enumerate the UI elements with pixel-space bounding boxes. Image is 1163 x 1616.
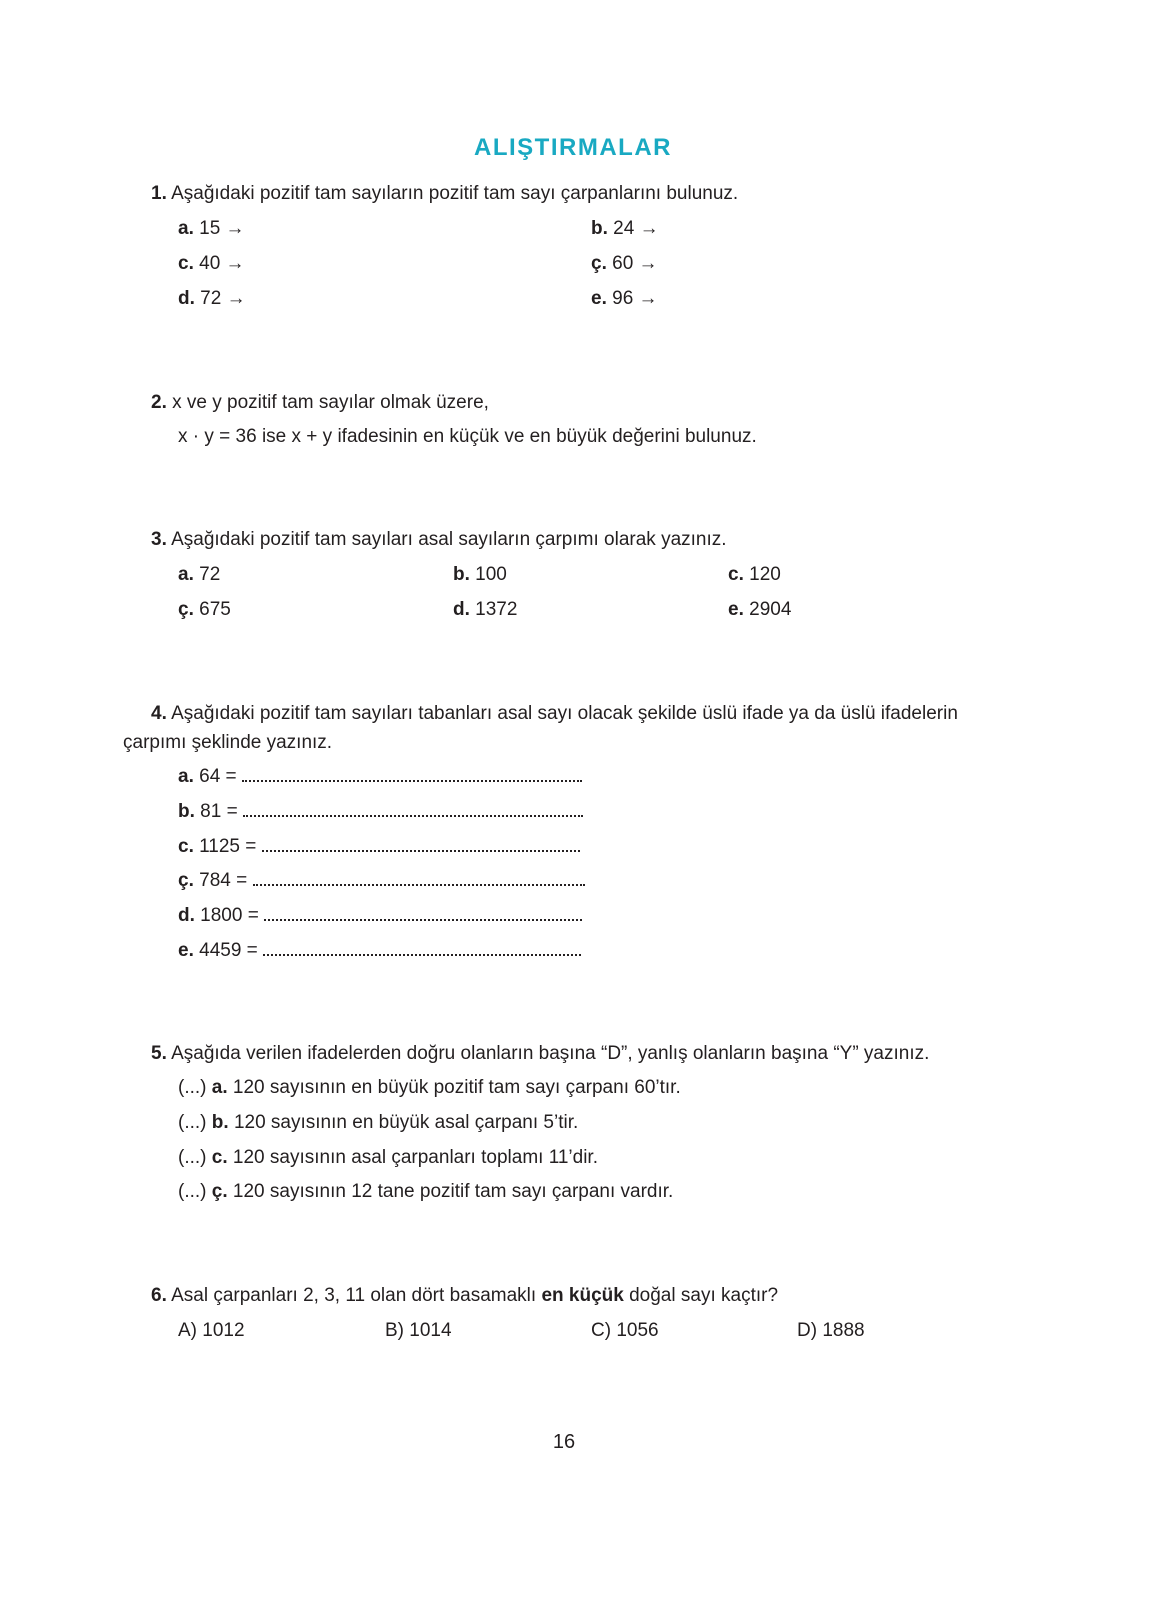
statement-text: 120 sayısının 12 tane pozitif tam sayı çarpanı vardır. <box>232 1181 674 1202</box>
item-label: ç. <box>178 599 194 620</box>
item-value: 1125 = <box>199 836 257 857</box>
question-text <box>151 1043 929 1065</box>
item-label: b. <box>178 801 195 822</box>
page-number: 16 <box>552 1431 576 1453</box>
item-value: 2904 <box>749 599 792 620</box>
item <box>453 599 517 621</box>
item-label: c. <box>728 564 744 585</box>
item <box>591 253 658 275</box>
question-text <box>151 392 489 414</box>
item <box>178 288 246 310</box>
fill-item <box>178 836 580 858</box>
item-label: c. <box>178 836 194 857</box>
answer-blank[interactable] <box>242 766 582 782</box>
item <box>453 564 507 586</box>
statement-item <box>178 1181 673 1203</box>
answer-blank[interactable]: (...) <box>178 1077 207 1098</box>
question-text <box>151 183 738 205</box>
item-value: 40 → <box>199 253 245 274</box>
item <box>178 218 245 240</box>
answer-blank[interactable] <box>243 801 583 817</box>
item-label: a. <box>211 1077 228 1098</box>
answer-blank[interactable] <box>263 940 581 956</box>
item-label: b. <box>211 1112 229 1133</box>
answer-blank[interactable]: (...) <box>178 1147 207 1168</box>
fill-item <box>178 801 583 823</box>
question-text <box>151 703 958 725</box>
question-stem: Asal çarpanları 2, 3, 11 olan dört basamaklı <box>171 1285 542 1306</box>
answer-blank[interactable] <box>262 836 580 852</box>
question-number: 5. <box>151 1043 167 1064</box>
option-a[interactable]: A) 1012 <box>178 1320 245 1341</box>
item-value: 72 → <box>200 288 246 309</box>
statement-item <box>178 1077 681 1099</box>
item-value: 1372 <box>475 599 518 620</box>
statement-item <box>178 1112 578 1134</box>
question-number: 2. <box>151 392 167 413</box>
item-label: d. <box>178 288 195 309</box>
statement-item <box>178 1147 598 1169</box>
item-label: e. <box>728 599 744 620</box>
item-label: ç. <box>591 253 607 274</box>
fill-item <box>178 766 582 788</box>
statement-text: 120 sayısının en büyük pozitif tam sayı çarpanı 60’tır. <box>232 1077 681 1098</box>
item-value: 81 = <box>200 801 238 822</box>
item-label: a. <box>178 564 194 585</box>
item <box>178 253 245 275</box>
question-stem: Aşağıdaki pozitif tam sayıların pozitif tam sayı çarpanlarını bulunuz. <box>171 183 739 204</box>
answer-blank[interactable]: (...) <box>178 1181 207 1202</box>
statement-text: 120 sayısının en büyük asal çarpanı 5’tir. <box>233 1112 579 1133</box>
answer-blank[interactable]: (...) <box>178 1112 207 1133</box>
item-value: 675 <box>199 599 231 620</box>
item-label: e. <box>178 940 194 961</box>
answer-blank[interactable] <box>264 905 582 921</box>
question-stem: Aşağıdaki pozitif tam sayıları tabanları asal sayı olacak şekilde üslü ifade ya da üslü ifadelerin <box>171 703 958 724</box>
item <box>728 599 791 621</box>
item-value: 120 <box>749 564 781 585</box>
question-text <box>151 1285 778 1307</box>
question-text-line2: çarpımı şeklinde yazınız. <box>123 732 333 753</box>
item-label: d. <box>178 905 195 926</box>
item <box>591 288 658 310</box>
item-value: 4459 = <box>199 940 258 961</box>
question-stem: x ve y pozitif tam sayılar olmak üzere, <box>172 392 489 413</box>
item-value: 1800 = <box>200 905 259 926</box>
emphasis: en küçük <box>541 1285 624 1306</box>
item-value: 15 → <box>199 218 245 239</box>
question-number: 6. <box>151 1285 167 1306</box>
item <box>728 564 781 586</box>
item-value: 64 = <box>199 766 237 787</box>
item-label: ç. <box>178 870 194 891</box>
question-number: 4. <box>151 703 167 724</box>
item-label: d. <box>453 599 470 620</box>
item-label: a. <box>178 766 194 787</box>
item-label: b. <box>453 564 470 585</box>
option-b[interactable]: B) 1014 <box>385 1320 452 1341</box>
item <box>178 599 231 621</box>
question-stem: Aşağıdaki pozitif tam sayıları asal sayıların çarpımı olarak yazınız. <box>171 529 727 550</box>
item-value: 96 → <box>612 288 658 309</box>
statement-text: 120 sayısının asal çarpanları toplamı 11’dir. <box>232 1147 598 1168</box>
question-stem-end: doğal sayı kaçtır? <box>623 1285 779 1306</box>
item <box>178 564 220 586</box>
fill-item <box>178 870 585 892</box>
option-c[interactable]: C) 1056 <box>591 1320 659 1341</box>
question-text-line2: x · y = 36 ise x + y ifadesinin en küçük ve en büyük değerini bulunuz. <box>178 426 757 447</box>
question-number: 1. <box>151 183 167 204</box>
item <box>591 218 659 240</box>
item-label: c. <box>178 253 194 274</box>
item-value: 100 <box>475 564 507 585</box>
item-label: e. <box>591 288 607 309</box>
item-value: 60 → <box>612 253 658 274</box>
item-value: 72 <box>199 564 221 585</box>
fill-item <box>178 940 581 962</box>
item-label: ç. <box>211 1181 228 1202</box>
question-text <box>151 529 727 551</box>
option-d[interactable]: D) 1888 <box>797 1320 865 1341</box>
item-label: c. <box>211 1147 228 1168</box>
item-value: 24 → <box>613 218 659 239</box>
item-value: 784 = <box>199 870 248 891</box>
page-title: ALIŞTIRMALAR <box>474 134 672 161</box>
fill-item <box>178 905 582 927</box>
question-stem: Aşağıda verilen ifadelerden doğru olanların başına “D”, yanlış olanların başına “Y” yazınız. <box>171 1043 930 1064</box>
question-number: 3. <box>151 529 167 550</box>
item-label: a. <box>178 218 194 239</box>
item-label: b. <box>591 218 608 239</box>
answer-blank[interactable] <box>253 870 585 886</box>
